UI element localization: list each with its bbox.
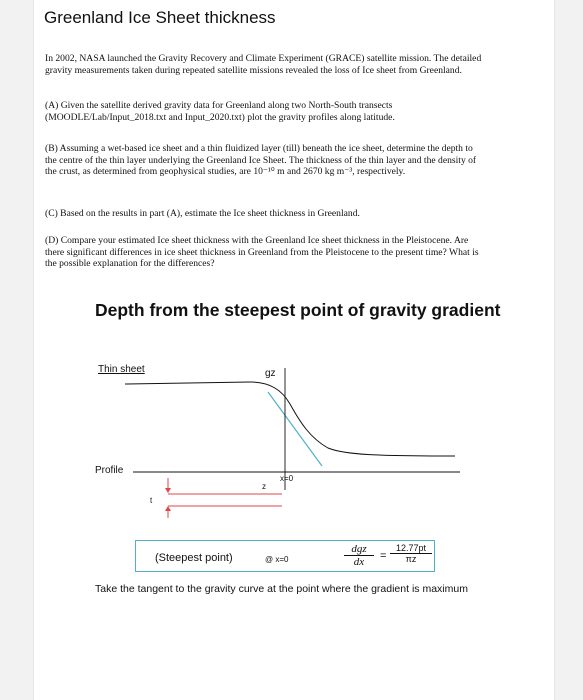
- question-b: (B) Assuming a wet-based ice sheet and a thin fluidized layer (till) beneath the ice sheet, determine the depth to the centre of the thin layer underlying the Greenland Ice Sheet. The thickness of the thin layer and the density of the crust, as determined from geophysical studies, are 10⁻¹⁰ m and 2670 kg m⁻³, respectively.: [45, 143, 477, 178]
- formula-lhs-numerator: dgz: [344, 543, 374, 556]
- steepest-point-label: (Steepest point): [155, 552, 233, 564]
- z-label: z: [262, 482, 266, 491]
- slide-caption: Take the tangent to the gravity curve at the point where the gradient is maximum: [95, 583, 468, 595]
- x0-label: x=0: [280, 474, 294, 483]
- thin-sheet-label: Thin sheet: [98, 364, 145, 375]
- slide-title: Depth from the steepest point of gravity gradient: [95, 300, 501, 320]
- formula-rhs-denominator: πz: [405, 554, 417, 564]
- gravity-curve: [125, 382, 455, 456]
- question-d: (D) Compare your estimated Ice sheet thickness with the Greenland Ice sheet thickness in the Pleistocene. Are there significant differences in ice sheet thickness in Greenland from the Pleistocene to the present time? What is the possible explanation for the differences?: [45, 235, 479, 270]
- at-x0-label: @ x=0: [265, 555, 289, 564]
- document-heading: Greenland Ice Sheet thickness: [44, 8, 276, 27]
- tangent-line: [268, 392, 322, 466]
- red-arrowhead-lower: [165, 506, 171, 511]
- question-c: (C) Based on the results in part (A), estimate the Ice sheet thickness in Greenland.: [45, 208, 360, 219]
- formula-lhs: [344, 543, 374, 568]
- formula-lhs-denominator: dx: [353, 556, 365, 568]
- intro-paragraph: In 2002, NASA launched the Gravity Recovery and Climate Experiment (GRACE) satellite mission. The detailed gravity measurements taken during repeated satellite missions revealed the loss of Ice sheet from Greenland.: [45, 53, 482, 76]
- gz-label: gz: [265, 368, 276, 379]
- red-arrowhead-upper: [165, 488, 171, 493]
- formula-rhs-numerator: 12.77pt: [390, 543, 432, 554]
- profile-label: Profile: [95, 465, 124, 476]
- t-label: t: [150, 496, 153, 505]
- formula-rhs: [390, 543, 432, 564]
- question-a: (A) Given the satellite derived gravity data for Greenland along two North-South transects (MOODLE/Lab/Input_2018.txt and Input_2020.txt) plot the gravity profiles along latitude.: [45, 100, 395, 123]
- formula-equals: =: [380, 550, 387, 562]
